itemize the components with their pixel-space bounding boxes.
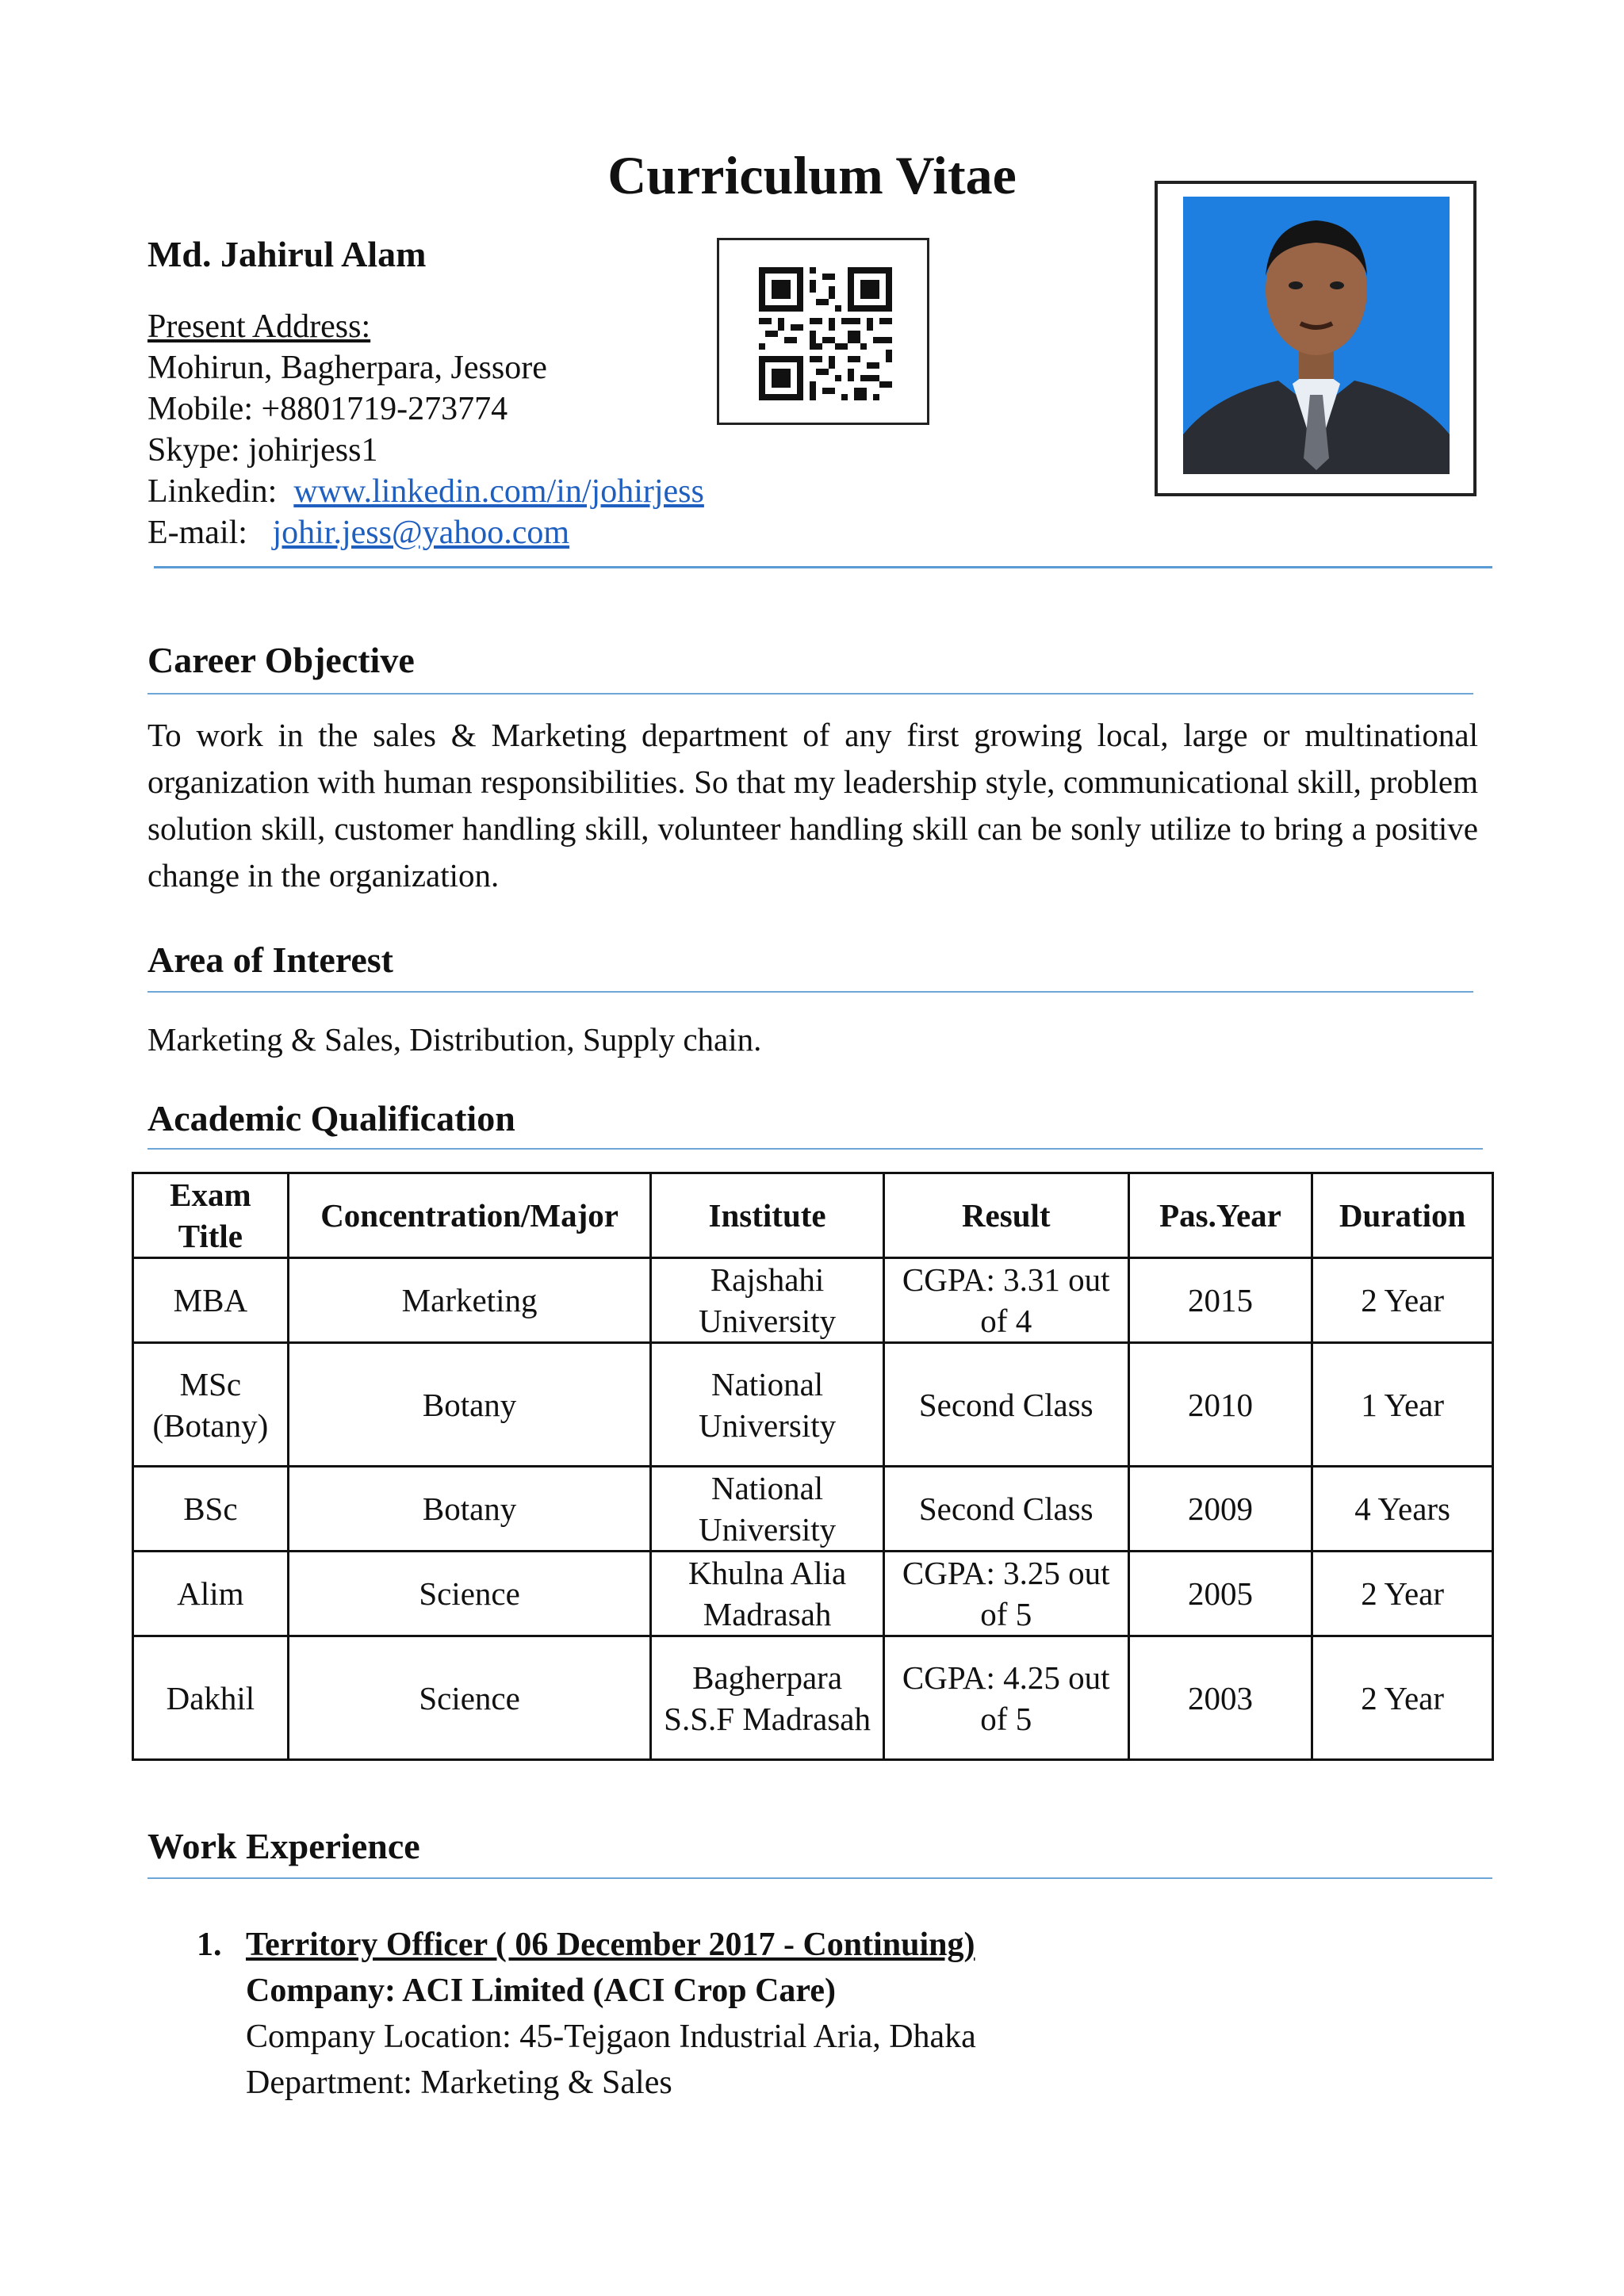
column-header: Exam Title xyxy=(133,1173,289,1258)
result-cell: CGPA: 3.31 out of 4 xyxy=(883,1258,1128,1343)
job-location: Company Location: 45-Tejgaon Industrial Aria, Dhaka xyxy=(246,2019,976,2055)
exam-cell: MSc (Botany) xyxy=(133,1343,289,1467)
duration-cell: 2 Year xyxy=(1312,1258,1493,1343)
major-cell: Botany xyxy=(288,1467,651,1552)
person-silhouette-icon xyxy=(1183,197,1450,474)
table-header-row xyxy=(133,1173,1493,1258)
table-row xyxy=(133,1552,1493,1636)
column-header: Pas.Year xyxy=(1128,1173,1312,1258)
job-details xyxy=(246,1922,976,2106)
email-line xyxy=(147,512,704,553)
institute-cell: National University xyxy=(651,1343,883,1467)
job-title: Territory Officer ( 06 December 2017 - Continuing) xyxy=(246,1927,975,1963)
institute-cell: National University xyxy=(651,1467,883,1552)
year-cell: 2005 xyxy=(1128,1552,1312,1636)
exam-cell: BSc xyxy=(133,1467,289,1552)
major-cell: Science xyxy=(288,1636,651,1760)
year-cell: 2009 xyxy=(1128,1467,1312,1552)
year-cell: 2015 xyxy=(1128,1258,1312,1343)
area-of-interest-rule xyxy=(147,991,1473,993)
area-of-interest-heading: Area of Interest xyxy=(147,939,393,980)
candidate-name: Md. Jahirul Alam xyxy=(147,234,427,274)
work-experience-rule xyxy=(147,1877,1492,1879)
email-link[interactable]: johir.jess@yahoo.com xyxy=(272,515,570,551)
academic-rule xyxy=(147,1148,1483,1150)
duration-cell: 4 Years xyxy=(1312,1467,1493,1552)
column-header: Institute xyxy=(651,1173,883,1258)
job-number: 1. xyxy=(197,1927,222,1963)
result-cell: CGPA: 3.25 out of 5 xyxy=(883,1552,1128,1636)
job-department: Department: Marketing & Sales xyxy=(246,2064,672,2101)
skype-text: Skype: johirjess1 xyxy=(147,432,378,469)
career-objective-heading: Career Objective xyxy=(147,640,415,680)
institute-cell: Rajshahi University xyxy=(651,1258,883,1343)
career-objective-text: To work in the sales & Marketing department of any first growing local, large or multinational organization with human responsibilities. So that my leadership style, communicational skill, problem solution skill, customer handling skill, volunteer handling skill can be sonly utilize to bring a positive change in the organization. xyxy=(147,717,1478,894)
work-experience-heading: Work Experience xyxy=(147,1826,420,1866)
exam-cell: Alim xyxy=(133,1552,289,1636)
linkedin-line xyxy=(147,471,704,512)
header-divider xyxy=(154,566,1492,568)
result-cell: Second Class xyxy=(883,1467,1128,1552)
result-cell: Second Class xyxy=(883,1343,1128,1467)
year-cell: 2010 xyxy=(1128,1343,1312,1467)
address-label: Present Address: xyxy=(147,308,371,345)
column-header: Concentration/Major xyxy=(288,1173,651,1258)
page-title: Curriculum Vitae xyxy=(607,145,1017,205)
address-text: Mohirun, Bagherpara, Jessore xyxy=(147,350,547,386)
career-objective-rule xyxy=(147,693,1473,695)
profile-photo xyxy=(1183,197,1450,474)
exam-cell: MBA xyxy=(133,1258,289,1343)
email-label: E-mail: xyxy=(147,515,247,551)
area-of-interest-text: Marketing & Sales, Distribution, Supply chain. xyxy=(147,1021,762,1058)
table-row xyxy=(133,1258,1493,1343)
major-cell: Science xyxy=(288,1552,651,1636)
table-row xyxy=(133,1636,1493,1760)
profile-photo-frame xyxy=(1155,181,1477,496)
column-header: Result xyxy=(883,1173,1128,1258)
major-cell: Marketing xyxy=(288,1258,651,1343)
duration-cell: 2 Year xyxy=(1312,1636,1493,1760)
linkedin-link[interactable]: www.linkedin.com/in/johirjess xyxy=(293,473,704,510)
linkedin-label: Linkedin: xyxy=(147,473,278,510)
institute-cell: Khulna Alia Madrasah xyxy=(651,1552,883,1636)
job-company: Company: ACI Limited (ACI Crop Care) xyxy=(246,1973,836,2009)
column-header: Duration xyxy=(1312,1173,1493,1258)
duration-cell: 1 Year xyxy=(1312,1343,1493,1467)
academic-table xyxy=(132,1172,1494,1761)
duration-cell: 2 Year xyxy=(1312,1552,1493,1636)
academic-heading: Academic Qualification xyxy=(147,1098,515,1138)
result-cell: CGPA: 4.25 out of 5 xyxy=(883,1636,1128,1760)
qr-code-frame xyxy=(717,238,929,425)
institute-cell: Bagherpara S.S.F Madrasah xyxy=(651,1636,883,1760)
year-cell: 2003 xyxy=(1128,1636,1312,1760)
table-row xyxy=(133,1467,1493,1552)
qr-code-icon xyxy=(759,267,892,400)
mobile-text: Mobile: +8801719-273774 xyxy=(147,391,508,427)
contact-block xyxy=(147,306,704,553)
table-row xyxy=(133,1343,1493,1467)
major-cell: Botany xyxy=(288,1343,651,1467)
exam-cell: Dakhil xyxy=(133,1636,289,1760)
